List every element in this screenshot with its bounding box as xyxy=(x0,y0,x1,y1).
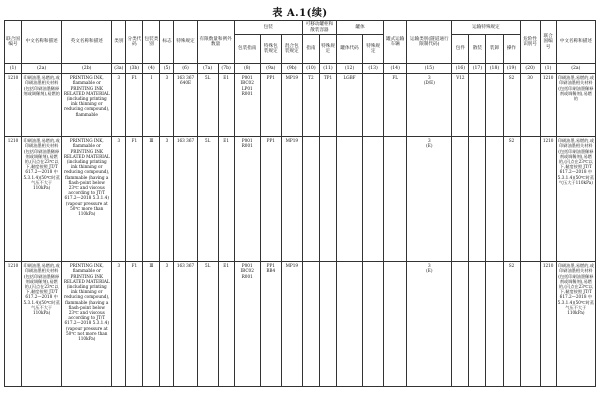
road-tank-code xyxy=(337,137,363,262)
transport-category-value: 3 xyxy=(427,75,431,81)
label: 3 xyxy=(160,74,174,137)
special-provisions: 163 367 xyxy=(174,262,197,387)
header-en-name: 英文名称和描述 xyxy=(62,21,112,64)
colnum: (9b) xyxy=(281,64,302,74)
tank-special xyxy=(319,262,336,387)
colnum: (18) xyxy=(486,64,503,74)
header-tank-special: 特殊规定 xyxy=(319,35,336,64)
colnum: (3b) xyxy=(126,64,143,74)
transport-category-value: 3 xyxy=(427,138,431,144)
class: 3 xyxy=(112,137,126,262)
label: 3 xyxy=(160,262,174,387)
un-number-2: 1210 xyxy=(540,74,556,137)
header-labels: 标志 xyxy=(160,21,174,64)
class: 3 xyxy=(112,262,126,387)
transport-category xyxy=(407,137,452,262)
ts-loading xyxy=(486,74,503,137)
ts-operation: S2 xyxy=(503,137,520,262)
colnum: (1) xyxy=(540,64,556,74)
en-name: PRINTING INK, flammable or PRINTING INK RELATED MATERIAL (including printing ink thinning or reducing compound), flammable xyxy=(62,74,112,137)
un-number-2: 1210 xyxy=(540,262,556,387)
header-road-tank-code: 罐体代码 xyxy=(337,35,363,64)
class-code: F1 xyxy=(126,74,143,137)
hazard-id xyxy=(520,262,540,387)
header-special-provisions: 特殊规定 xyxy=(174,21,197,64)
header-tank-group: 可移动罐柜和散装容器 xyxy=(302,21,336,35)
column-number-row xyxy=(5,64,596,74)
colnum: (5) xyxy=(160,64,174,74)
limited-quantity: 5L xyxy=(197,74,218,137)
table-row xyxy=(5,262,596,387)
ts-bulk xyxy=(469,74,486,137)
ts-packages: V12 xyxy=(452,74,469,137)
colnum: (2b) xyxy=(62,64,112,74)
header-transport-special: 运输特殊规定 xyxy=(452,21,520,35)
colnum: (2a) xyxy=(556,64,595,74)
tank-special xyxy=(319,137,336,262)
en-name: PRINTING INK, flammable or PRINTING INK RELATED MATERIAL (including printing ink thinning or reducing compound), flammable (having a flash-point below 23℃ and viscous according to JT/T 617.2—2018 5.3.1.4) (vapour pressure at 50℃ not more than 110kPa) xyxy=(62,262,112,387)
colnum: (15) xyxy=(407,64,452,74)
packing-special: PP1 xyxy=(260,74,281,137)
table-title: 表 A.1(续) xyxy=(272,8,328,19)
header-road-tank-special: 特殊规定 xyxy=(363,35,384,64)
header-class-code: 分类代码 xyxy=(126,21,143,64)
colnum: (6) xyxy=(174,64,197,74)
packing-group: Ⅲ xyxy=(143,262,160,387)
cn-name: 印刷油墨,易燃的,或印刷油墨相关材料(包括印刷油墨稀释剂或调稀剂),易燃的,(闪点在23℃以下,黏度按照 JT/T 617.2—2018 中 5.3.1.4)(50℃时蒸气压不大于110kPa) xyxy=(22,262,62,387)
colnum: (1) xyxy=(5,64,22,74)
class-code: F1 xyxy=(126,262,143,387)
cn-name-2: 印刷油墨,易燃的,或印刷油墨相关材料(包括印刷油墨稀释剂或调稀剂),易燃的 xyxy=(556,74,595,137)
header-un-no: 联合国编号 xyxy=(5,21,22,64)
mixed-packing: MP19 xyxy=(281,262,302,387)
ts-operation: S2 xyxy=(503,262,520,387)
header-ts-operation: 操作 xyxy=(503,35,520,64)
colnum: (19) xyxy=(503,64,520,74)
cn-name: 印刷油墨,易燃的,或印刷油墨相关材料(包括印刷油墨稀释剂或调稀剂),易燃的,(闪点在23℃以下,黏度按照 JT/T 617.2—2018 中 5.3.1.4)(50℃时蒸气压不大于110kPa) xyxy=(22,137,62,262)
un-number: 1210 xyxy=(5,137,22,262)
header-limited-excepted: 有限数量和例外数量 xyxy=(197,21,234,64)
header-row-1 xyxy=(5,21,596,35)
table-row xyxy=(5,74,596,137)
colnum: (2a) xyxy=(22,64,62,74)
excepted-quantity: E1 xyxy=(218,262,234,387)
dangerous-goods-table xyxy=(4,20,596,387)
tank-instruction xyxy=(302,262,319,387)
ts-bulk xyxy=(469,262,486,387)
un-number-2: 1210 xyxy=(540,137,556,262)
excepted-quantity: E1 xyxy=(218,137,234,262)
un-number: 1210 xyxy=(5,262,22,387)
ts-packages xyxy=(452,137,469,262)
transport-category xyxy=(407,262,452,387)
road-tank-special xyxy=(363,262,384,387)
tunnel-code: (E) xyxy=(426,143,433,149)
header-transport-category: 运输类别(隧道通行限制代码) xyxy=(407,21,452,64)
header-mixed-pkg: 混合包装规定 xyxy=(281,35,302,64)
colnum: (3a) xyxy=(112,64,126,74)
colnum: (11) xyxy=(319,64,336,74)
header-packaging: 包装 xyxy=(234,21,302,35)
header-packing-group: 包装类别 xyxy=(143,21,160,64)
packing-group: Ⅲ xyxy=(143,137,160,262)
header-hazard-id: 危险性识别号 xyxy=(520,21,540,64)
colnum: (16) xyxy=(452,64,469,74)
colnum: (8) xyxy=(234,64,260,74)
tank-special: TP1 xyxy=(319,74,336,137)
tunnel-code: (E) xyxy=(426,268,433,274)
header-pkg-instruction: 包装指南 xyxy=(234,35,260,64)
ts-bulk xyxy=(469,137,486,262)
vehicle xyxy=(384,137,407,262)
special-provisions: 163 367 xyxy=(174,137,197,262)
header-un-no-2: 联合国编号 xyxy=(540,21,556,64)
header-road-tank-group: 罐体 xyxy=(337,21,384,35)
vehicle xyxy=(384,262,407,387)
colnum: (13) xyxy=(363,64,384,74)
transport-category-value: 3 xyxy=(427,263,431,269)
ts-operation: S2 xyxy=(503,74,520,137)
limited-quantity: 5L xyxy=(197,262,218,387)
colnum: (20) xyxy=(520,64,540,74)
excepted-quantity: E1 xyxy=(218,74,234,137)
un-number: 1210 xyxy=(5,74,22,137)
class: 3 xyxy=(112,74,126,137)
vehicle: FL xyxy=(384,74,407,137)
packing-instruction: P001 R001 xyxy=(234,137,260,262)
mixed-packing: MP19 xyxy=(281,74,302,137)
cn-name-2: 印刷油墨,易燃的,或印刷油墨相关材料(包括印刷油墨稀释剂或调稀剂),易燃的,(闪点在23℃以下,黏度按照 JT/T 617.2—2018 中 5.3.1.4)(50℃时蒸气压大于110kPa) xyxy=(556,137,595,262)
colnum: (10) xyxy=(302,64,319,74)
tunnel-code: (D/E) xyxy=(423,80,435,86)
hazard-id xyxy=(520,137,540,262)
hazard-id: 30 xyxy=(520,74,540,137)
tank-instruction xyxy=(302,137,319,262)
road-tank-code: LGBF xyxy=(337,74,363,137)
colnum: (14) xyxy=(384,64,407,74)
header-cn-name: 中文名称和描述 xyxy=(22,21,62,64)
transport-category xyxy=(407,74,452,137)
header-ts-loading: 装卸 xyxy=(486,35,503,64)
header-pkg-special: 特殊包装规定 xyxy=(260,35,281,64)
packing-group: Ⅰ xyxy=(143,74,160,137)
colnum: (7b) xyxy=(218,64,234,74)
header-ts-bulk: 散装 xyxy=(469,35,486,64)
colnum: (7a) xyxy=(197,64,218,74)
packing-instruction: P001 IBC02 LP01 R001 xyxy=(234,74,260,137)
packing-instruction: P001 IBC02 R001 xyxy=(234,262,260,387)
colnum: (9a) xyxy=(260,64,281,74)
cn-name-2: 印刷油墨,易燃的,或印刷油墨相关材料(包括印刷油墨稀释剂或调稀剂),易燃的,(闪点在23℃以下,黏度按照 JT/T 617.2—2018 中 5.3.1.4)(50℃时蒸气压不大于110kPa) xyxy=(556,262,595,387)
header-tank-instruction: 指南 xyxy=(302,35,319,64)
en-name: PRINTING INK, flammable or PRINTING INK RELATED MATERIAL (including printing ink thinning or reducing compound), flammable (having a flash-point below 23℃ and viscous according to JT/T 617.2—2018 5.3.1.4) (vapour pressure at 50℃ more than 110kPa) xyxy=(62,137,112,262)
mixed-packing: MP19 xyxy=(281,137,302,262)
packing-special: PP1 BB4 xyxy=(260,262,281,387)
road-tank-special xyxy=(363,137,384,262)
class-code: F1 xyxy=(126,137,143,262)
road-tank-special xyxy=(363,74,384,137)
header-ts-packages: 包件 xyxy=(452,35,469,64)
ts-loading xyxy=(486,137,503,262)
header-cn-name-2: 中文名称和描述 xyxy=(556,21,595,64)
special-provisions: 163 367 640E xyxy=(174,74,197,137)
label: 3 xyxy=(160,137,174,262)
table-row xyxy=(5,137,596,262)
ts-packages xyxy=(452,262,469,387)
ts-loading xyxy=(486,262,503,387)
cn-name: 印刷油墨,易燃的,或印刷油墨相关材料(包括印刷油墨稀释剂或调稀剂),易燃的 xyxy=(22,74,62,137)
header-class: 类别 xyxy=(112,21,126,64)
colnum: (12) xyxy=(337,64,363,74)
road-tank-code xyxy=(337,262,363,387)
packing-special: PP1 xyxy=(260,137,281,262)
tank-instruction: T2 xyxy=(302,74,319,137)
colnum: (4) xyxy=(143,64,160,74)
colnum: (17) xyxy=(469,64,486,74)
header-vehicle: 罐式运输车辆 xyxy=(384,21,407,64)
limited-quantity: 5L xyxy=(197,137,218,262)
